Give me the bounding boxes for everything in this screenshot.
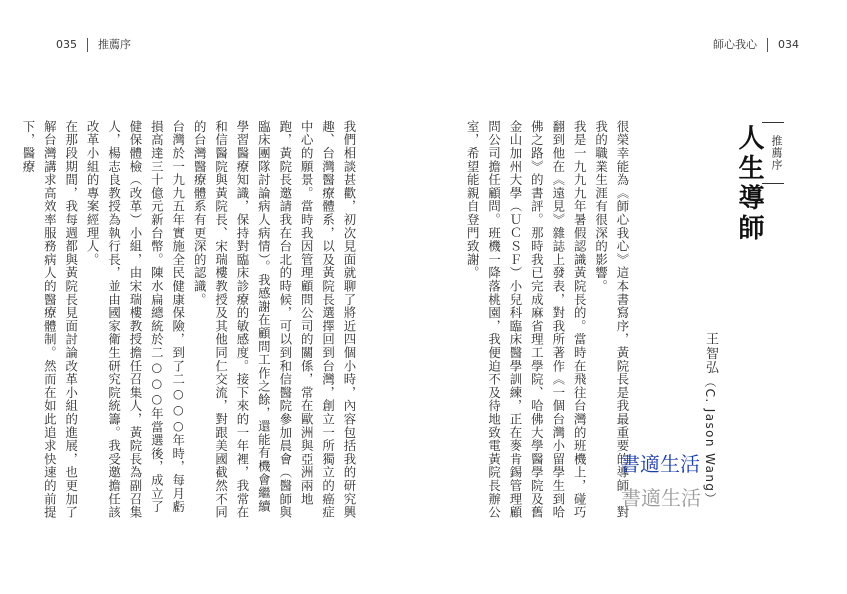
watermark-blue: 書適生活: [620, 452, 700, 476]
left-running-head: 推薦序: [98, 38, 131, 51]
left-page-header: [56, 36, 131, 52]
left-page-body: [20, 120, 360, 520]
header-divider: [87, 38, 88, 52]
chapter-title: 人生導師: [734, 124, 764, 244]
body-paragraph: 我是一九九九年暑假認識黃院長的。當時在飛往台灣的班機上，碰巧翻到他在《遠見》雜誌上發表，對我所著作《一個台灣小留學生到哈佛之路》的書評。那時我已完成麻省理工學院、哈佛大學醫學院及舊金山加州大學（ＵＣＳＦ）小兒科臨床醫學訓練，正在麥肯錫管理顧問公司擔任顧問。班機一降落桃園，我便迫不及待地致電黃院長辦公室，希望能親自登門致謝。: [465, 120, 588, 519]
left-page-number: 035: [56, 38, 77, 51]
author-name: 王智弘: [703, 332, 718, 376]
header-divider: [767, 38, 768, 52]
watermark-gray: 書適生活: [621, 486, 701, 510]
author-latin-name: （C. Jason Wang）: [703, 375, 717, 506]
preface-label: 推薦序: [762, 122, 784, 184]
body-paragraph: 我們相談甚歡，初次見面就聊了將近四個小時，內容包括我的研究興趣、台灣醫療體系，以及黃院長選擇回到台灣，創立一所獨立的癌症中心的願景。當時我因管理顧問公司的關係，常在歐洲與亞洲兩地跑，黃院長邀請我在台北的時候，可以到和信醫院參加晨會（醫師與臨床團隊討論病人病情）。我感謝在顧問工作之餘，還能有機會繼續學習醫療知識，保持對臨床診療的敏感度。接下來的一年裡，我常在和信醫院與黃院長、宋瑞樓教授及其他同仁交流，對跟美國截然不同的台灣醫療體系有更深的認識。: [192, 120, 357, 519]
right-page-body: [465, 120, 633, 520]
body-paragraph: 很榮幸能為《師心我心》這本書寫序，黃院長是我最重要的導師，對我的職業生涯有很深的影響。: [593, 120, 630, 519]
body-paragraph: 在那段期間，我每週都與黃院長見面討論改革小組的進展，也更加了解台灣講求高效率服務病人的醫療體制。然而在如此追求快速的前提下，醫療: [20, 120, 79, 519]
right-running-head: 師心我心: [713, 38, 757, 51]
right-page-number: 034: [778, 38, 799, 51]
right-page-header: [713, 36, 799, 52]
body-paragraph: 台灣於一九九五年實施全民健康保險，到了二○○○年時，每月虧損高達三十億元新台幣。陳水扁總統於二○○○年當選後，成立了健保體檢（改革）小組，由宋瑞樓教授擔任召集人，黃院長為副召集人，楊志良教授為執行長，並由國家衛生研究院統籌。我受邀擔任該改革小組的專案經理人。: [85, 120, 186, 519]
